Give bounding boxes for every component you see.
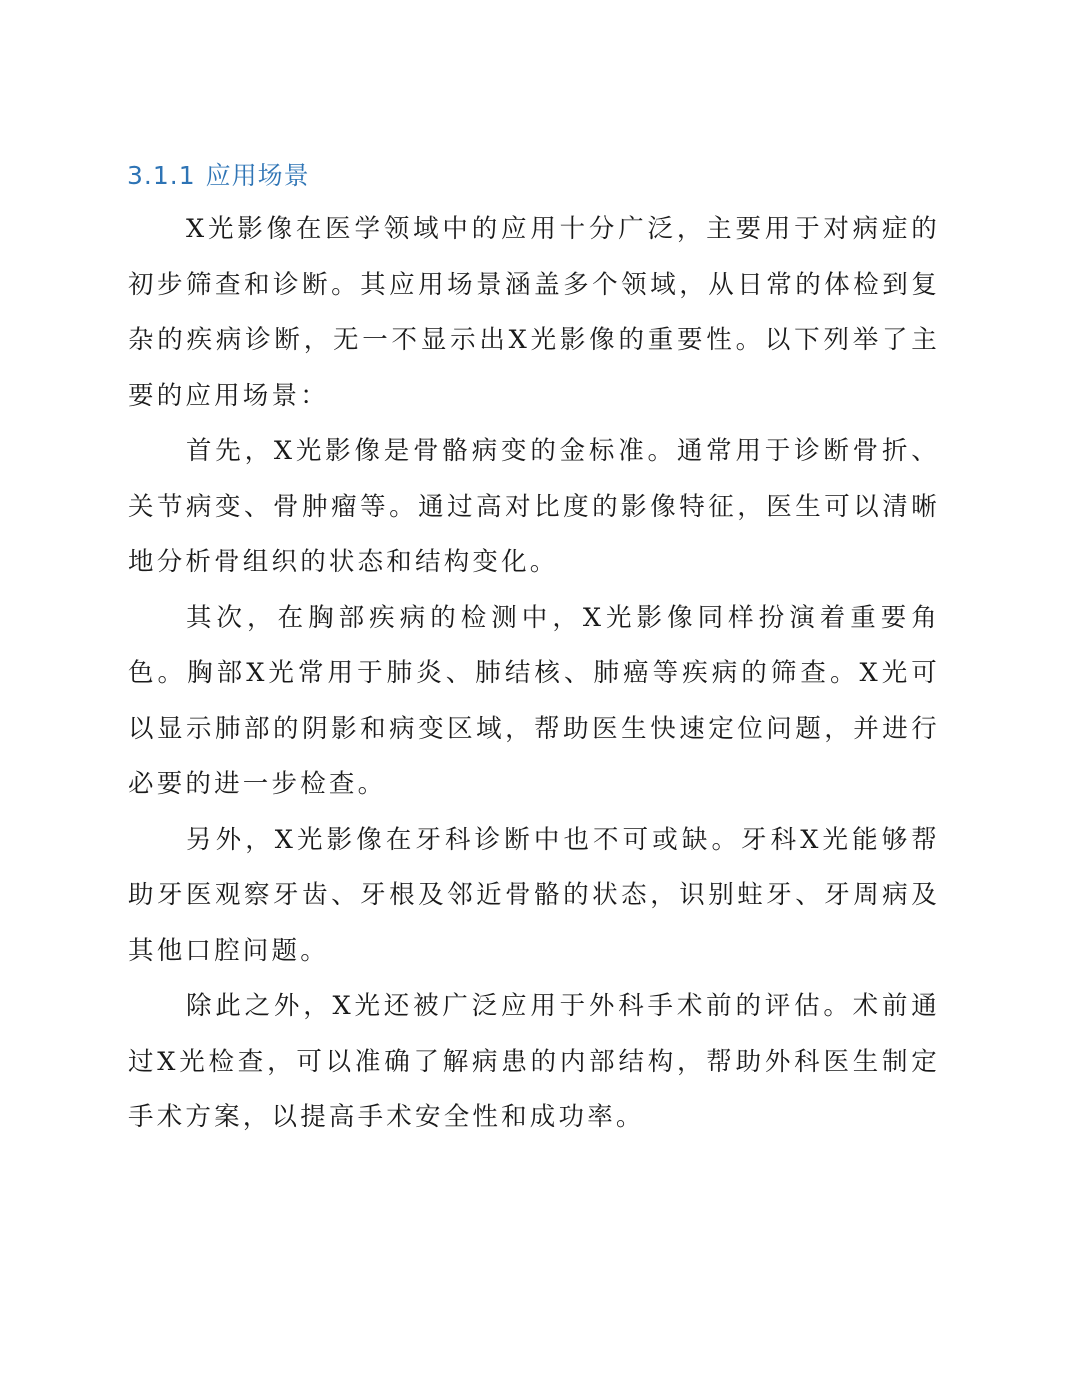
paragraph-dental: 另外，X光影像在牙科诊断中也不可或缺。牙科X光能够帮助牙医观察牙齿、牙根及邻近骨骼的状态，识别蛀牙、牙周病及其他口腔问题。 xyxy=(128,824,940,966)
paragraph-bone: 首先，X光影像是骨骼病变的金标准。通常用于诊断骨折、关节病变、骨肿瘤等。通过高对比度的影像特征，医生可以清晰地分析骨组织的状态和结构变化。 xyxy=(128,436,940,577)
section-title: 应用场景 xyxy=(205,161,310,190)
section-heading xyxy=(127,156,310,196)
section-number: 3.1.1 xyxy=(127,161,196,190)
paragraph-surgery: 除此之外，X光还被广泛应用于外科手术前的评估。术前通过X光检查，可以准确了解病患的内部结构，帮助外科医生制定手术方案，以提高手术安全性和成功率。 xyxy=(128,991,940,1132)
paragraph-chest: 其次，在胸部疾病的检测中，X光影像同样扮演着重要角色。胸部X光常用于肺炎、肺结核、肺癌等疾病的筛查。X光可以显示肺部的阴影和病变区域，帮助医生快速定位问题，并进行必要的进一步检查。 xyxy=(128,602,940,799)
body-text xyxy=(128,202,940,1146)
paragraph-intro: X光影像在医学领域中的应用十分广泛，主要用于对病症的初步筛查和诊断。其应用场景涵盖多个领域，从日常的体检到复杂的疾病诊断，无一不显示出X光影像的重要性。以下列举了主要的应用场景： xyxy=(128,214,940,411)
